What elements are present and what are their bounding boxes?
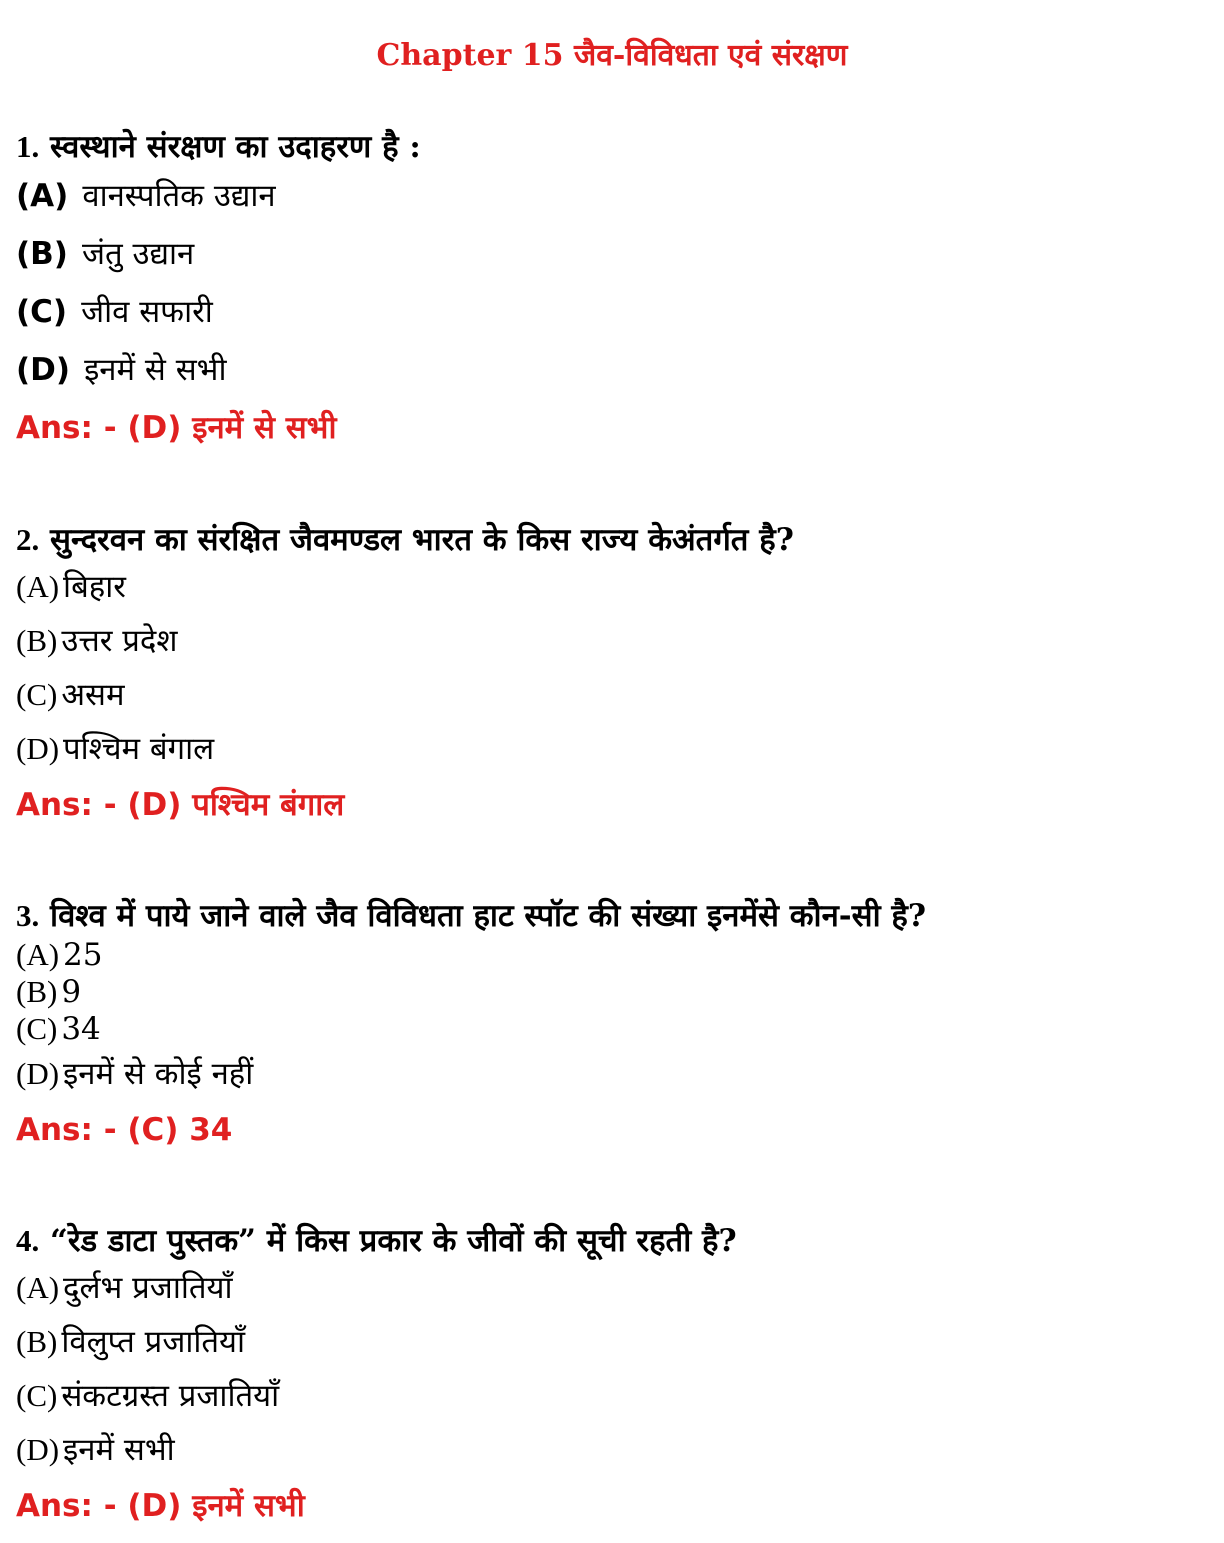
option-label: (B) [16,974,58,1009]
option-label: (A) [16,178,69,214]
option-text: वानस्पतिक उद्यान [82,178,276,214]
question-block-3 [16,896,1208,1159]
answer-line: Ans: - (D) इनमें सभी [16,1488,305,1524]
option-a [16,167,1208,225]
option-c [16,1369,1208,1423]
option-text: पश्चिम बंगाल [63,731,215,767]
option-a [16,936,1208,973]
option-text: जीव सफारी [81,294,213,330]
option-label: (C) [16,677,58,712]
question-number: 1. [16,129,40,164]
option-label: (B) [16,236,68,272]
options-list [16,560,1208,776]
option-text: 9 [61,974,82,1010]
question-number: 4. [16,1223,40,1258]
answer-line: Ans: - (D) पश्चिम बंगाल [16,787,345,823]
option-label: (C) [16,1011,58,1046]
option-text: संकटग्रस्त प्रजातियाँ [61,1378,280,1414]
option-text: 25 [63,937,103,973]
question-block-1 [16,127,1208,457]
option-b [16,614,1208,668]
option-b [16,973,1208,1010]
answer-line: Ans: - (C) 34 [16,1112,233,1148]
option-c [16,1010,1208,1047]
question-block-2 [16,520,1208,834]
option-label: (A) [16,937,60,972]
question-prompt: “रेड डाटा पुस्तक” में किस प्रकार के जीवों की सूची रहती है? [50,1223,737,1259]
option-label: (D) [16,731,60,766]
option-label: (A) [16,1270,60,1305]
option-text: जंतु उद्यान [81,236,195,272]
question-number: 2. [16,522,40,557]
option-text: विलुप्त प्रजातियाँ [61,1324,246,1360]
option-text: दुर्लभ प्रजातियाँ [63,1270,233,1306]
option-d [16,1047,1208,1101]
option-a [16,1261,1208,1315]
option-label: (B) [16,1324,58,1359]
option-text: इनमें से कोई नहीं [63,1056,254,1092]
option-text: इनमें सभी [63,1432,175,1468]
option-text: उत्तर प्रदेश [61,623,178,659]
question-text [16,896,1208,936]
question-prompt: सुन्दरवन का संरक्षित जैवमण्डल भारत के किस राज्य केअंतर्गत है? [50,522,794,558]
option-text: असम [61,677,125,713]
option-label: (D) [16,1056,60,1091]
question-prompt: विश्व में पाये जाने वाले जैव विविधता हाट स्पॉट की संख्या इनमेंसे कौन-सी है? [50,898,927,934]
chapter-title: Chapter 15 जैव-विविधता एवं संरक्षण [376,38,848,73]
question-block-4 [16,1221,1208,1535]
options-list [16,936,1208,1101]
option-text: इनमें से सभी [84,352,227,388]
option-c [16,668,1208,722]
option-c [16,283,1208,341]
option-label: (D) [16,352,71,388]
option-label: (C) [16,1378,58,1413]
question-number: 3. [16,898,40,933]
question-text [16,1221,1208,1261]
option-label: (D) [16,1432,60,1467]
option-a [16,560,1208,614]
options-list [16,167,1208,399]
question-text [16,127,1208,167]
answer-line: Ans: - (D) इनमें से सभी [16,410,337,446]
option-d [16,341,1208,399]
option-b [16,225,1208,283]
option-d [16,722,1208,776]
option-label: (A) [16,569,60,604]
option-text: बिहार [63,569,126,605]
option-text: 34 [61,1011,101,1047]
question-prompt: स्वस्थाने संरक्षण का उदाहरण है : [50,129,421,165]
option-label: (B) [16,623,58,658]
option-d [16,1423,1208,1477]
option-b [16,1315,1208,1369]
question-text [16,520,1208,560]
options-list [16,1261,1208,1477]
option-label: (C) [16,294,68,330]
